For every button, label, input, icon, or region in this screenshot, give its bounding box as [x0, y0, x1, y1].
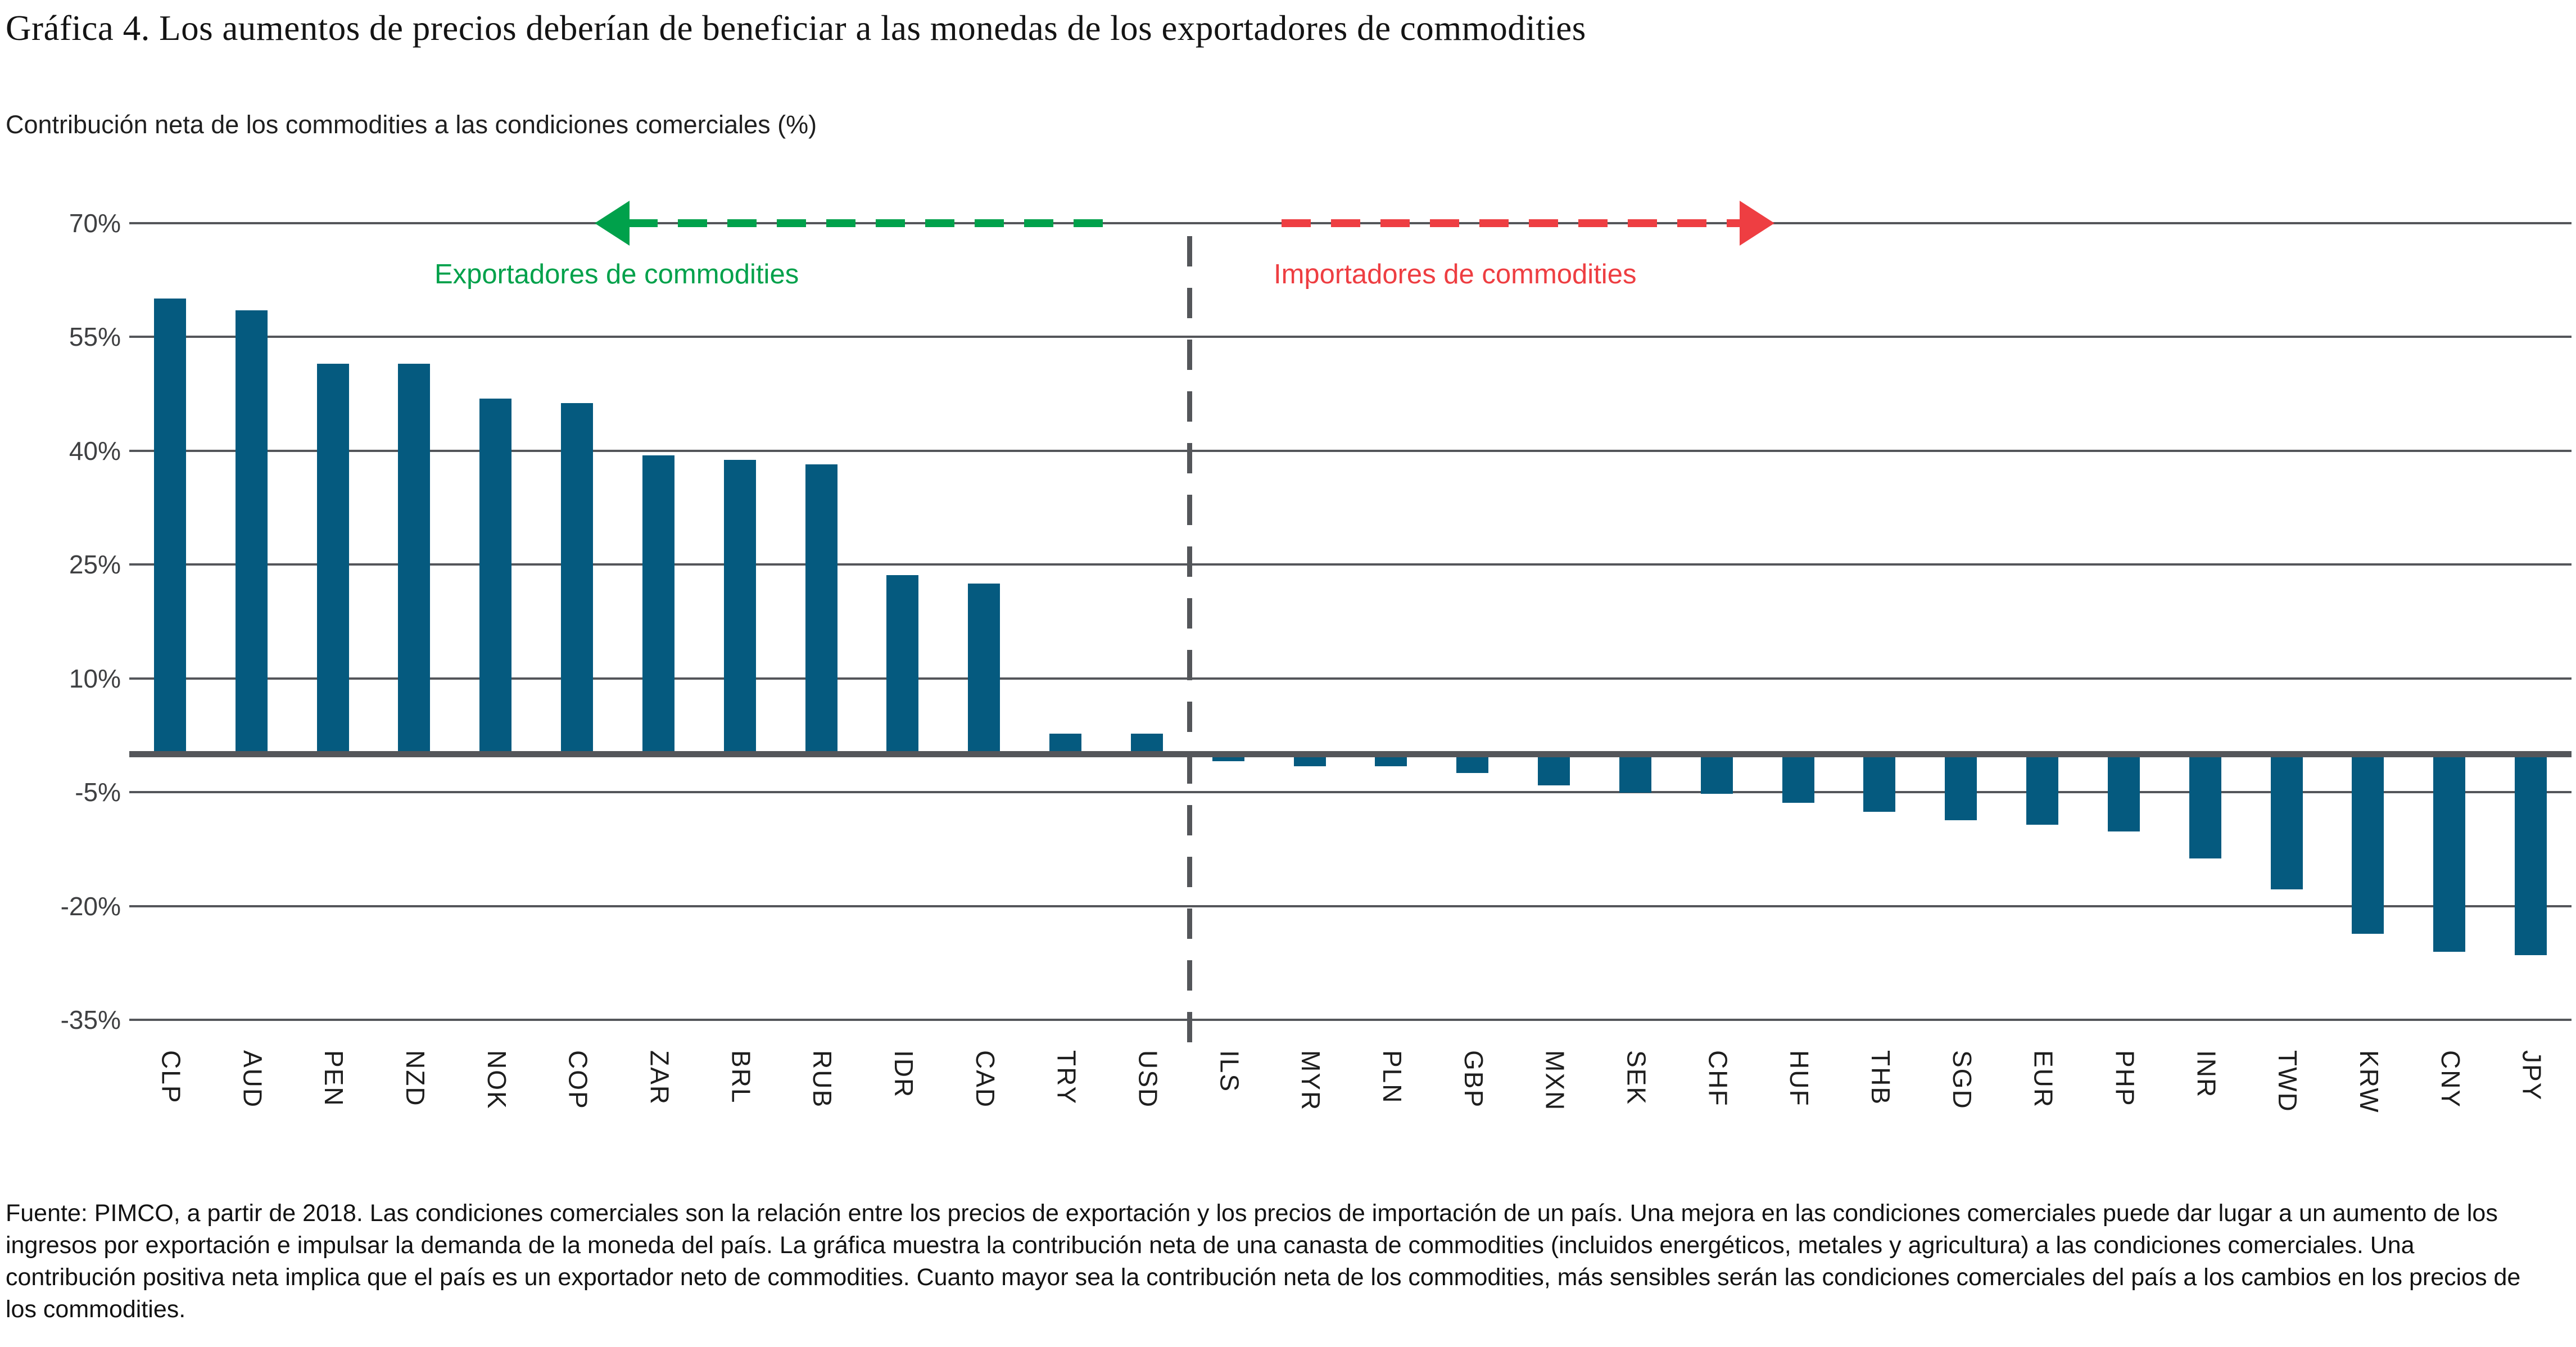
y-tick-label: 25% — [69, 550, 121, 580]
x-axis-label: MYR — [1296, 1050, 1326, 1111]
x-axis-label: NOK — [482, 1050, 511, 1110]
gridline — [129, 905, 2572, 907]
bar — [1538, 754, 1570, 785]
bar — [479, 399, 511, 754]
x-axis-label: TRY — [1052, 1050, 1081, 1105]
y-tick-label: 10% — [69, 663, 121, 693]
x-axis-label: HUF — [1785, 1050, 1814, 1107]
bar — [2515, 754, 2547, 956]
left-arrowhead-icon — [595, 201, 630, 246]
importers-zone-label: Importadores de commodities — [1274, 259, 1637, 290]
bar — [968, 584, 1000, 754]
x-axis-label: JPY — [2517, 1050, 2547, 1101]
bar — [1619, 754, 1651, 793]
source-footnote: Fuente: PIMCO, a partir de 2018. Las condiciones comerciales son la relación entre los precios de exportación y los precios de importación de un país. Una mejora en las condiciones comerciales puede dar lugar a un aumento de los ingresos por exportación e impulsar la demanda de la moneda del país. La gráfica muestra la contribución neta de una canasta de commodities (incluidos energéticos, metales y agricultura) a las condiciones comerciales. Una contribución positiva neta implica que el país es un exportador neto de commodities. Cuanto mayor sea la contribución neta de los commodities, más sensibles serán las condiciones comerciales del país a los cambios en los precios de los commodities. — [6, 1200, 2521, 1323]
x-axis-label: SEK — [1622, 1050, 1651, 1106]
x-axis-label: ZAR — [645, 1050, 674, 1105]
x-axis-label: CAD — [970, 1050, 1000, 1109]
bar — [1945, 754, 1977, 820]
x-axis-label: CHF — [1703, 1050, 1733, 1107]
x-axis-label: MXN — [1540, 1050, 1570, 1111]
x-axis-label: PLN — [1377, 1050, 1407, 1104]
bar — [317, 364, 349, 754]
gridline — [129, 1019, 2572, 1021]
y-tick-label: 40% — [69, 436, 121, 465]
x-axis-label: COP — [563, 1050, 593, 1110]
y-tick-label: -35% — [60, 1005, 121, 1034]
y-tick-label: -5% — [75, 778, 121, 807]
bar — [2108, 754, 2140, 832]
chart-title: Gráfica 4. Los aumentos de precios deberían de beneficiar a las monedas de los exportadores de commodities — [6, 8, 1586, 48]
x-axis-label: SGD — [1947, 1050, 1977, 1110]
bar — [154, 299, 186, 754]
x-axis-label: IDR — [889, 1050, 918, 1099]
x-axis-label: AUD — [238, 1050, 268, 1109]
bar — [724, 460, 756, 754]
x-axis-label: KRW — [2354, 1050, 2384, 1114]
chart-subtitle: Contribución neta de los commodities a las condiciones comerciales (%) — [6, 110, 817, 139]
exporters-dashed-arrow-line — [628, 219, 1107, 227]
x-axis-label: PEN — [319, 1050, 349, 1107]
bar — [2271, 754, 2303, 889]
bar — [805, 464, 837, 754]
x-axis-label: TWD — [2273, 1050, 2303, 1113]
bar — [236, 310, 268, 754]
zero-axis-line — [129, 751, 2572, 757]
exporters-zone-label: Exportadores de commodities — [434, 259, 799, 290]
y-tick-label: 70% — [69, 209, 121, 238]
x-axis-label: INR — [2192, 1050, 2221, 1099]
exporters-importers-separator-line — [1187, 236, 1192, 1043]
bar — [398, 364, 430, 754]
y-tick-label: 55% — [69, 322, 121, 352]
x-axis-label: RUB — [808, 1050, 837, 1109]
bar — [2352, 754, 2384, 934]
bar — [561, 403, 593, 754]
bar — [1782, 754, 1814, 803]
bar — [1701, 754, 1733, 794]
importers-dashed-arrow-line — [1282, 219, 1740, 227]
bar — [1863, 754, 1895, 812]
x-axis-label: ILS — [1215, 1050, 1244, 1093]
x-axis-label: PHP — [2110, 1050, 2140, 1107]
bar — [2189, 754, 2221, 858]
bar — [2433, 754, 2465, 952]
bar — [2026, 754, 2058, 825]
x-axis-label: THB — [1866, 1050, 1895, 1105]
x-axis-label: NZD — [400, 1050, 430, 1107]
right-arrowhead-icon — [1740, 201, 1774, 246]
bar — [642, 455, 674, 754]
x-axis-label: CNY — [2435, 1050, 2465, 1109]
x-axis-label: BRL — [726, 1050, 756, 1104]
x-axis-label: EUR — [2029, 1050, 2058, 1109]
y-tick-label: -20% — [60, 891, 121, 921]
x-axis-label: USD — [1133, 1050, 1163, 1109]
gridline — [129, 336, 2572, 338]
x-axis-label: CLP — [156, 1050, 186, 1104]
x-axis-label: GBP — [1459, 1050, 1488, 1109]
bar — [886, 575, 918, 754]
